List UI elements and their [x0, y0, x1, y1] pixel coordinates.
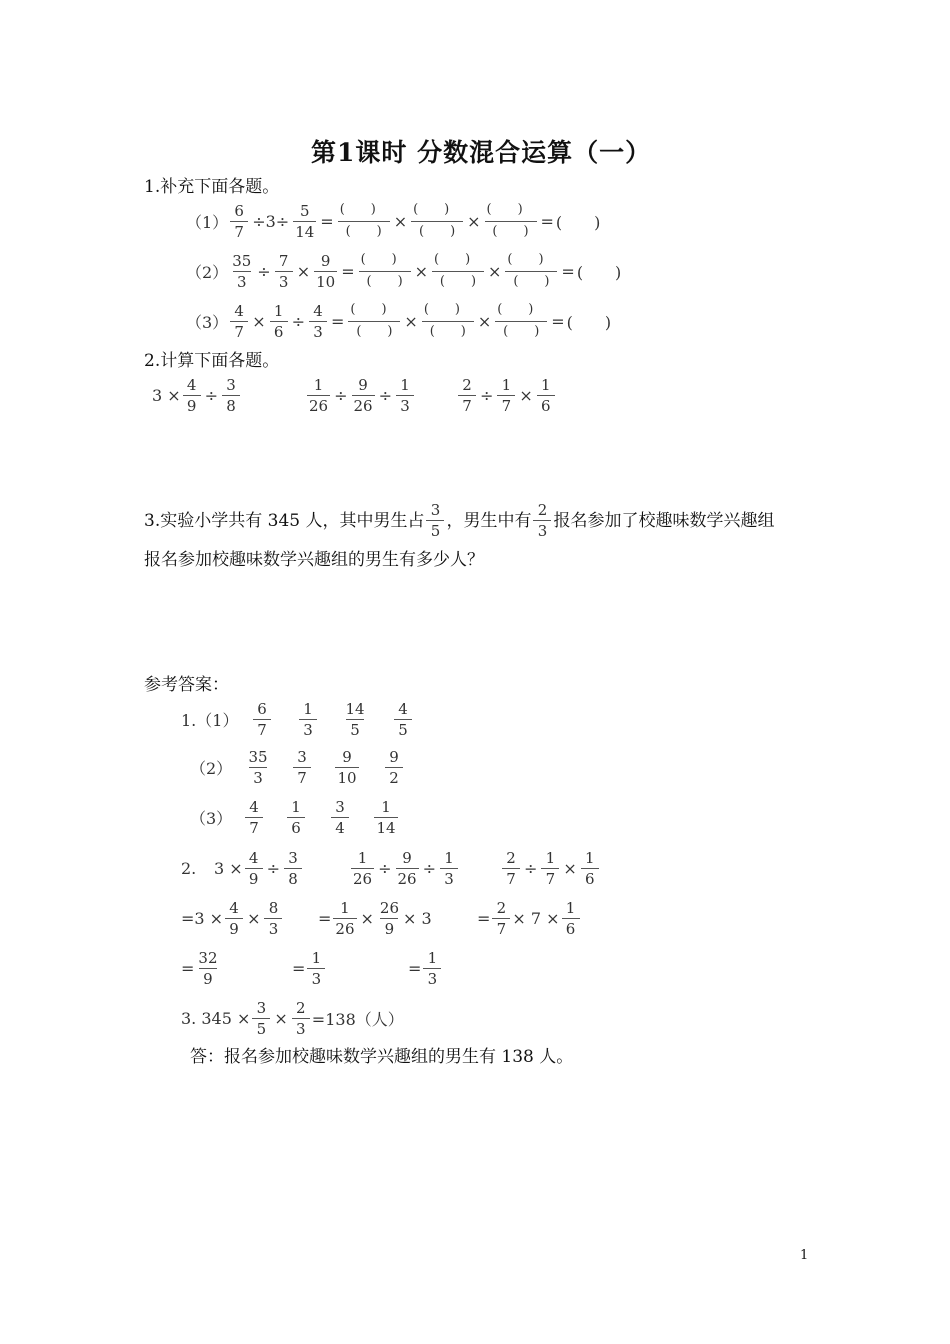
fraction: $\frac{3}{7}$ — [284, 748, 320, 787]
fraction: $\frac{9}{26}$ — [353, 376, 373, 415]
operator: × — [404, 311, 418, 331]
section1-item-1 — [186, 201, 600, 241]
answer-2-col3-line3 — [408, 949, 443, 988]
section2-problem-2 — [305, 376, 416, 415]
operator: × — [252, 311, 266, 331]
fraction: $\frac{1}{26}$ — [335, 899, 355, 938]
answer-2-col2-line2 — [318, 899, 432, 938]
fraction: $\frac{35}{3}$ — [248, 748, 268, 787]
operator: = — [561, 261, 575, 281]
blank-fraction[interactable]: $\frac{( )}{( )}$ — [485, 201, 537, 241]
operator: ÷ — [334, 386, 348, 405]
fraction: $\frac{1}{26}$ — [353, 849, 373, 888]
fraction: $\frac{1}{6}$ — [581, 849, 599, 888]
answer-label: 1.（1） — [181, 711, 239, 730]
section2-problem-3 — [456, 376, 557, 415]
blank-fraction[interactable]: $\frac{( )}{( )}$ — [495, 301, 547, 341]
fraction: $\frac{1}{14}$ — [376, 798, 396, 837]
answer-1-row-1 — [181, 700, 427, 739]
page-title: 第1课时 分数混合运算（一） — [311, 138, 652, 167]
answer-label: （3） — [190, 809, 233, 828]
fraction: $\frac{2}{7}$ — [458, 376, 476, 415]
answer-label: （2） — [190, 759, 233, 778]
fraction: $\frac{4}{9}$ — [183, 376, 201, 415]
expression-tail: =138（人） — [311, 1010, 404, 1029]
operator: ÷ — [378, 386, 392, 405]
blank-fraction[interactable]: $\frac{( )}{( )}$ — [348, 301, 400, 341]
fraction: $\frac{2}{3}$ — [292, 999, 310, 1038]
fraction: $\frac{3}{8}$ — [222, 376, 240, 415]
blank-result[interactable]: ( ) — [576, 262, 622, 282]
fraction: $\frac{6}{7}$ — [230, 202, 248, 241]
operator: × — [467, 211, 481, 231]
operator: = — [341, 261, 355, 281]
fraction: $\frac{1}{26}$ — [309, 376, 329, 415]
answer-3-line — [181, 999, 404, 1038]
operator: = — [320, 211, 334, 231]
operator: ÷ — [204, 386, 219, 405]
expression-lead: = — [181, 959, 195, 978]
page-number: 1 — [800, 1248, 809, 1263]
operator: = — [540, 211, 554, 231]
fraction: $\frac{1}{7}$ — [497, 376, 515, 415]
operator: ÷ — [524, 859, 538, 878]
operator: ÷ — [266, 859, 281, 878]
fraction: $\frac{32}{9}$ — [198, 949, 218, 988]
fraction: $\frac{4}{3}$ — [309, 302, 327, 341]
fraction: $\frac{3}{8}$ — [284, 849, 302, 888]
expression-lead: =3 × — [181, 909, 224, 928]
expression-lead: = — [318, 909, 332, 928]
operator: × — [414, 261, 428, 281]
fraction: $\frac{1}{6}$ — [270, 302, 288, 341]
fraction: $\frac{14}{5}$ — [345, 700, 365, 739]
section2-problem-1 — [152, 376, 242, 415]
operator: × — [519, 386, 533, 405]
blank-fraction[interactable]: $\frac{( )}{( )}$ — [359, 251, 411, 291]
fraction: $\frac{1}{7}$ — [541, 849, 559, 888]
fraction: $\frac{35}{3}$ — [232, 251, 252, 291]
fraction: $\frac{1}{6}$ — [276, 798, 316, 837]
expression-lead: = — [408, 959, 422, 978]
fraction: $\frac{1}{3}$ — [396, 376, 414, 415]
answer-2-col1-line2 — [181, 899, 284, 938]
question-text: ，男生中有 — [446, 510, 532, 531]
blank-fraction[interactable]: $\frac{( )}{( )}$ — [505, 251, 557, 291]
expression-tail: × 3 — [403, 909, 432, 928]
section1-heading: 1.补充下面各题。 — [144, 177, 280, 197]
fraction: $\frac{4}{9}$ — [225, 899, 243, 938]
fraction: $\frac{4}{9}$ — [245, 849, 263, 888]
answer-2-col1-line1 — [214, 849, 304, 888]
section2-heading: 2.计算下面各题。 — [144, 351, 280, 371]
blank-fraction[interactable]: $\frac{( )}{( )}$ — [432, 251, 484, 291]
item-label: （3） — [186, 312, 229, 332]
answer-2-col2-line1 — [349, 849, 460, 888]
operator: × — [477, 311, 492, 331]
section3-question — [144, 501, 774, 540]
fraction: $\frac{4}{7}$ — [230, 302, 248, 341]
fraction: $\frac{1}{3}$ — [423, 949, 441, 988]
fraction: $\frac{9}{2}$ — [374, 748, 414, 787]
section3-question-line2: 报名参加校趣味数学兴趣组的男生有多少人？ — [144, 550, 484, 570]
fraction: $\frac{1}{3}$ — [440, 849, 458, 888]
expression-lead: 3. 345 × — [181, 1009, 251, 1028]
fraction: $\frac{3}{5}$ — [426, 501, 444, 540]
item-label: （1） — [186, 212, 229, 232]
fraction: $\frac{5}{14}$ — [295, 201, 315, 241]
operator: ÷ — [257, 261, 271, 281]
blank-fraction[interactable]: $\frac{( )}{( )}$ — [411, 201, 463, 241]
operator: = — [551, 311, 565, 331]
fraction: $\frac{1}{3}$ — [287, 700, 329, 739]
operator: ÷ — [480, 386, 494, 405]
fraction: $\frac{9}{10}$ — [337, 748, 357, 787]
answer-1-row-2 — [190, 748, 416, 787]
blank-result[interactable]: ( ) — [555, 212, 601, 232]
operator: × — [393, 211, 408, 231]
blank-fraction[interactable]: $\frac{( )}{( )}$ — [422, 301, 474, 341]
fraction: $\frac{1}{6}$ — [537, 376, 555, 415]
expression-lead: 3 × — [214, 859, 243, 878]
operator: × — [247, 909, 261, 928]
fraction: $\frac{3}{5}$ — [252, 999, 270, 1038]
operator: ÷ — [291, 311, 305, 331]
expression-mid: × 7 × — [512, 909, 560, 928]
question-text: 3.实验小学共有 345 人，其中男生占 — [144, 510, 425, 531]
blank-result[interactable]: ( ) — [566, 312, 612, 332]
item-label: （2） — [186, 262, 229, 282]
operator: ÷ — [378, 859, 392, 878]
expression-lead: = — [292, 959, 306, 978]
fraction: $\frac{1}{6}$ — [562, 899, 580, 938]
fraction: $\frac{26}{9}$ — [379, 899, 399, 938]
expression-lead: = — [477, 909, 491, 928]
answers-heading: 参考答案： — [144, 675, 229, 695]
operator: × — [296, 261, 311, 281]
fraction: $\frac{4}{5}$ — [381, 700, 425, 739]
answer-2-col1-line3 — [181, 949, 222, 988]
operator: = — [331, 311, 345, 331]
fraction: $\frac{9}{26}$ — [397, 849, 417, 888]
answer-2-col3-line1 — [500, 849, 601, 888]
fraction: $\frac{1}{3}$ — [307, 949, 325, 988]
section1-item-3 — [186, 301, 611, 341]
operator: ÷3÷ — [252, 211, 290, 231]
operator: ÷ — [422, 859, 436, 878]
answer-3-statement: 答：报名参加校趣味数学兴趣组的男生有 138 人。 — [190, 1047, 574, 1067]
fraction: $\frac{9}{10}$ — [316, 251, 336, 291]
answer-2-col3-line2 — [477, 899, 582, 938]
fraction: $\frac{2}{3}$ — [533, 501, 551, 540]
fraction: $\frac{8}{3}$ — [264, 899, 282, 938]
question-text: 报名参加了校趣味数学兴趣组 — [553, 510, 775, 531]
expression-lead: 3 × — [152, 386, 181, 405]
section1-item-2 — [186, 251, 621, 291]
answer-2-col2-line3 — [292, 949, 327, 988]
fraction: $\frac{2}{7}$ — [492, 899, 510, 938]
answer-1-row-3 — [190, 798, 410, 837]
fraction: $\frac{2}{7}$ — [502, 849, 520, 888]
fraction: $\frac{4}{7}$ — [236, 798, 272, 837]
answer-2-label: 2. — [181, 859, 197, 878]
operator: × — [274, 1009, 288, 1028]
operator: × — [360, 909, 374, 928]
operator: × — [488, 261, 502, 281]
blank-fraction[interactable]: $\frac{( )}{( )}$ — [338, 201, 390, 241]
fraction: $\frac{3}{4}$ — [320, 798, 360, 837]
fraction: $\frac{7}{3}$ — [275, 252, 293, 291]
fraction: $\frac{6}{7}$ — [241, 700, 283, 739]
operator: × — [563, 859, 577, 878]
